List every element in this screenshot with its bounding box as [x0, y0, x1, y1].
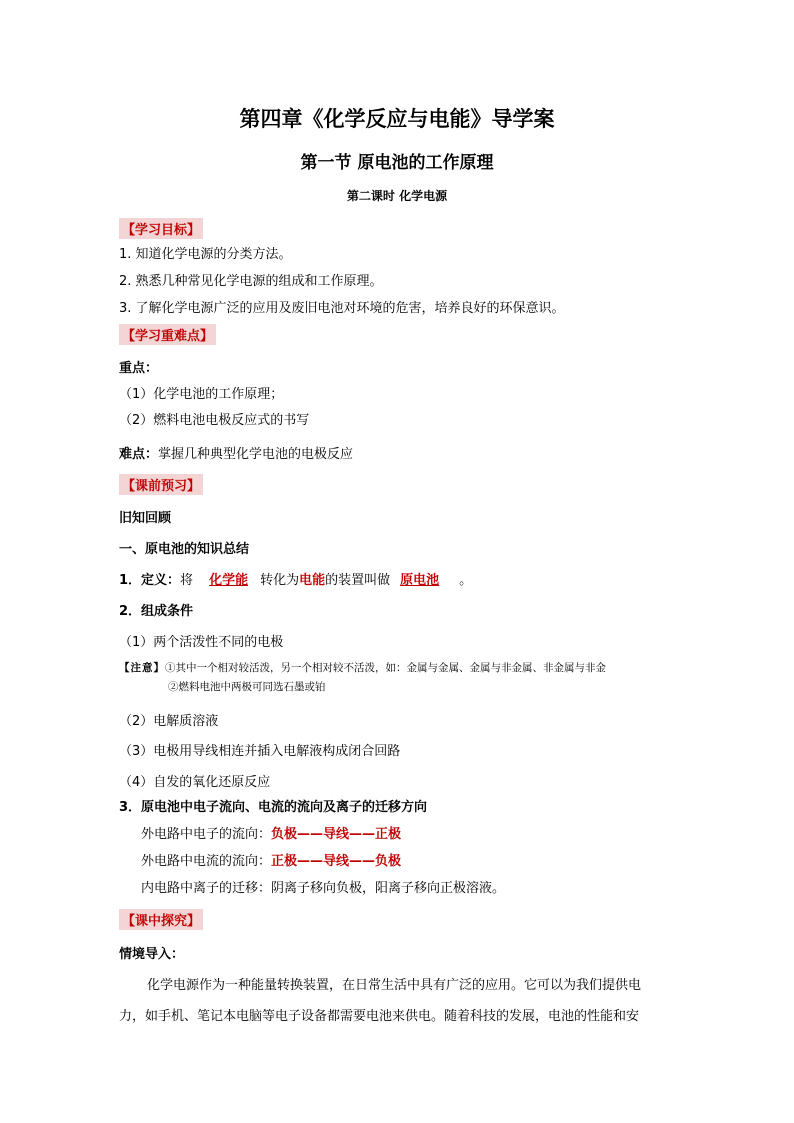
review-label: 旧知回顾: [119, 511, 172, 526]
def-blank-chemical-energy: 化学能: [209, 573, 249, 588]
goals-tag: 【学习目标】: [119, 218, 203, 239]
def-label: 1．定义：: [119, 573, 181, 588]
key-item: （2）燃料电池电极反应式的书写: [119, 413, 310, 428]
flow-current-label: 外电路中电流的流向：: [141, 854, 272, 869]
intro-label: 情境导入：: [119, 947, 185, 962]
definition-line: [119, 569, 472, 588]
difficult-line: [119, 443, 353, 462]
intro-paragraph-line-2: 力，如手机、笔记本电脑等电子设备都需要电池来供电。随着科技的发展，电池的性能和安: [119, 1009, 640, 1024]
key-label: 重点：: [119, 361, 159, 376]
flow-line-electrons: [141, 823, 401, 842]
flow-line-current: [141, 850, 401, 869]
def-mid1: 转化为: [260, 573, 300, 588]
goal-item: 3. 了解化学电源广泛的应用及废旧电池对环境的危害，培养良好的环保意识。: [119, 301, 565, 316]
heading-summary: 一、原电池的知识总结: [119, 542, 250, 557]
def-blank-galvanic-cell: 原电池: [400, 573, 440, 588]
flow-line-ions: 内电路中离子的迁移：阴离子移向负极，阳离子移向正极溶液。: [141, 881, 506, 896]
def-pre: 将: [180, 573, 194, 588]
note-text-2: ②燃料电池中两极可同选石墨或铂: [168, 681, 326, 693]
condition-item: （1）两个活泼性不同的电极: [119, 635, 284, 650]
lesson-title: 第二课时 化学电源: [346, 189, 448, 203]
keypoints-tag: 【学习重难点】: [119, 324, 216, 345]
flow-heading: 3．原电池中电子流向、电流的流向及离子的迁移方向: [119, 800, 428, 815]
condition-item: （3）电极用导线相连并插入电解液构成闭合回路: [119, 744, 401, 759]
condition-item: （4）自发的氧化还原反应: [119, 775, 271, 790]
def-end: 。: [459, 573, 473, 588]
note-text-1: ①其中一个相对较活泼，另一个相对较不活泼，如：金属与金属、金属与非金属、非金属与非金: [165, 662, 606, 674]
chapter-title: 第四章《化学反应与电能》导学案: [239, 106, 555, 131]
inclass-tag: 【课中探究】: [119, 909, 203, 930]
difficult-text: 掌握几种典型化学电池的电极反应: [158, 447, 354, 462]
preview-tag: 【课前预习】: [119, 474, 203, 495]
flow-electrons-value: 负极——导线——正极: [271, 827, 402, 842]
goal-item: 1. 知道化学电源的分类方法。: [119, 247, 292, 262]
intro-paragraph-line-1: 化学电源作为一种能量转换装置，在日常生活中具有广泛的应用。它可以为我们提供电: [147, 978, 642, 993]
def-mid2: 的装置叫做: [325, 573, 391, 588]
section-title: 第一节 原电池的工作原理: [300, 153, 494, 173]
goal-item: 2. 熟悉几种常见化学电源的组成和工作原理。: [119, 274, 383, 289]
flow-electrons-label: 外电路中电子的流向：: [141, 827, 272, 842]
note-line-1: [119, 656, 606, 675]
key-item: （1）化学电池的工作原理；: [119, 387, 284, 402]
note-tag: 【注意】: [119, 662, 165, 674]
difficult-label: 难点：: [119, 447, 159, 462]
condition-item: （2）电解质溶液: [119, 714, 219, 729]
conditions-label: 2．组成条件: [119, 604, 194, 619]
flow-current-value: 正极——导线——负极: [271, 854, 402, 869]
def-electric-energy: 电能: [299, 573, 326, 588]
